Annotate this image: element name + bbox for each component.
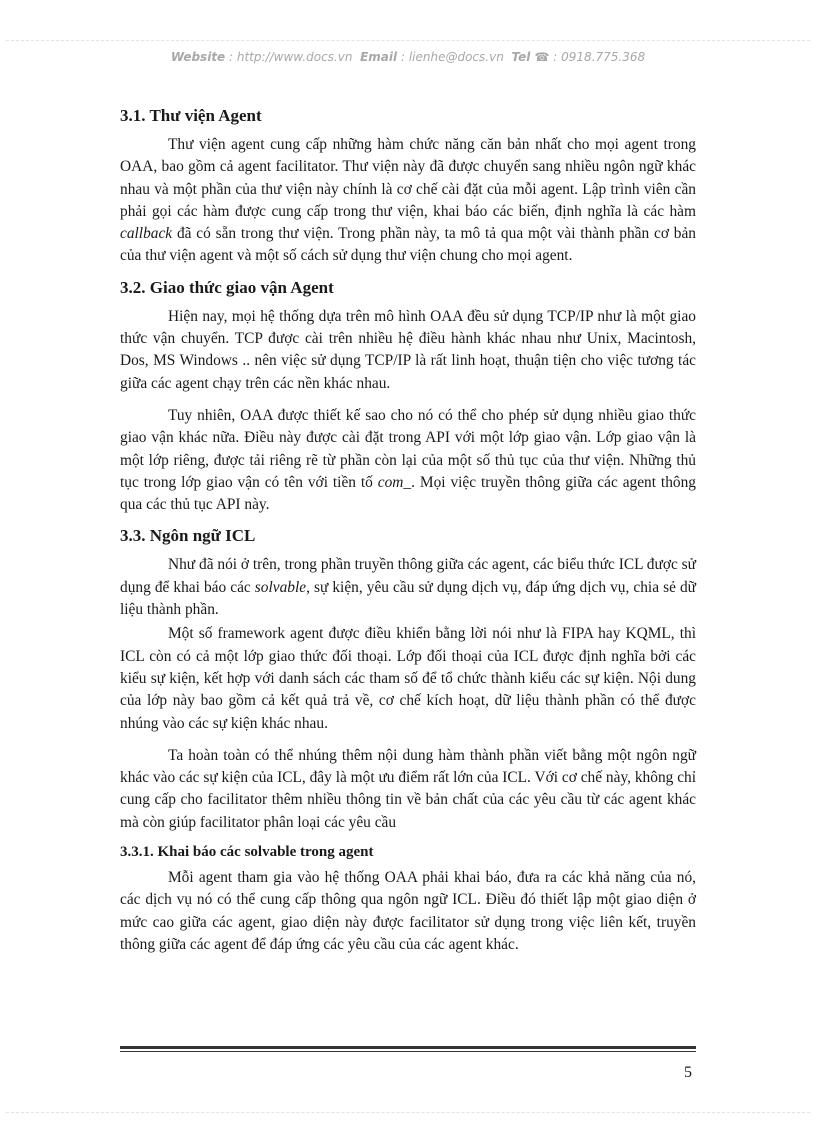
section-3-3-paragraph-1 bbox=[120, 554, 696, 621]
page-number: 5 bbox=[684, 1064, 692, 1081]
section-3-3-1-paragraph: Mỗi agent tham gia vào hệ thống OAA phải khai báo, đưa ra các khả năng của nó, các dịch vụ nó có thể cung cấp thông qua ngôn ngữ ICL. Điều đó thiết lập một giao diện ở mức cao giữa các agent, giao diện này được facilitator sử dụng trong việc liên kết, truyền thông giữa các agent để đáp ứng các yêu cầu của các agent khác. bbox=[120, 869, 696, 953]
text-run: Thư viện agent cung cấp những hàm chức năng căn bản nhất cho mọi agent trong OAA, bao gồm cả agent facilitator. Thư viện này đã được chuyển sang nhiều ngôn ngữ khác nhau và một phần của thư viện này chính là cơ chế cài đặt của mỗi agent. Lập trình viên cần phải gọi các hàm được cung cấp trong thư viện, khai báo các biến, định nghĩa là các hàm bbox=[120, 136, 696, 220]
italic-term: com_ bbox=[377, 473, 412, 491]
page-edge-top bbox=[6, 40, 810, 41]
document-body bbox=[120, 96, 696, 966]
footer-rule-thin bbox=[120, 1051, 696, 1052]
section-3-2-title: 3.2. Giao thức giao vận Agent bbox=[120, 277, 334, 297]
page-edge-bottom bbox=[6, 1112, 810, 1113]
section-3-3-paragraph-2: Một số framework agent được điều khiển bằng lời nói như là FIPA hay KQML, thì ICL còn có cả một lớp giao thức đối thoại. Lớp đối thoại của ICL được định nghĩa bởi các kiểu sự kiện, kết hợp với danh sách các tham số để tổ chức thành kiểu các sự kiện. Nội dung của lớp này bao gồm cả kết quả trả về, cơ chế kích hoạt, dữ liệu thành phần có thể được nhúng vào các sự kiện khác nhau. bbox=[120, 625, 696, 732]
section-3-1-paragraph bbox=[120, 134, 696, 268]
section-3-3-title: 3.3. Ngôn ngữ ICL bbox=[120, 526, 256, 546]
section-3-3-1-title: 3.3.1. Khai báo các solvable trong agent bbox=[120, 844, 374, 861]
section-3-1-title: 3.1. Thư viện Agent bbox=[120, 106, 262, 125]
section-3-2-paragraph-2 bbox=[120, 405, 696, 516]
section-3-3-paragraph-3: Ta hoàn toàn có thể nhúng thêm nội dung hàm thành phần viết bằng một ngôn ngữ khác vào các sự kiện của ICL, đây là một ưu điểm rất lớn của ICL. Với cơ chế này, không chỉ cung cấp cho facilitator thêm nhiều thông tin về bản chất của các yêu cầu từ các agent khác mà còn giúp facilitator phân loại các yêu cầu bbox=[120, 746, 696, 831]
text-run: . Mọi việc truyền thông giữa các agent thông qua các thủ tục API này. bbox=[120, 473, 696, 514]
text-run: Tuy nhiên, OAA được thiết kế sao cho nó có thể cho phép sử dụng nhiều giao thức giao vận khác nữa. Điều này được cài đặt trong API với một lớp giao vận. Lớp giao vận là một lớp riêng, được tải riêng rẽ từ phần còn lại của một số thủ tục của thư viện. Những thủ tục trong lớp giao vận có tên với tiền tố bbox=[120, 406, 696, 491]
website-label: Website bbox=[170, 50, 226, 64]
email-label: Email bbox=[360, 50, 398, 64]
text-run: đã có sẵn trong thư viện. Trong phần này, ta mô tả qua một vài thành phần cơ bản của thư viện agent và một số cách sử dụng thư viện chung cho mọi agent. bbox=[120, 225, 696, 265]
footer-rule-thick bbox=[120, 1046, 696, 1049]
email-value: : lienhe@docs.vn bbox=[400, 50, 504, 64]
text-run: , sự kiện, yêu cầu sử dụng dịch vụ, đáp ứng dịch vụ, chia sẻ dữ liệu thành phần. bbox=[120, 578, 696, 619]
page-header bbox=[0, 50, 816, 64]
text-run: Như đã nói ở trên, trong phần truyền thông giữa các agent, các biểu thức ICL được sử dụng để khai báo các bbox=[120, 556, 696, 596]
website-value: : http://www.docs.vn bbox=[229, 50, 353, 64]
italic-term: callback bbox=[120, 225, 173, 243]
section-3-2-paragraph-1: Hiện nay, mọi hệ thống dựa trên mô hình OAA đều sử dụng TCP/IP như là một giao thức vận chuyển. TCP được cài trên nhiều hệ điều hành khác nhau như Unix, Macintosh, Dos, MS Windows .. nên việc sử dụng TCP/IP là rất linh hoạt, thuận tiện cho việc tương tác giữa các agent chạy trên các nền khác nhau. bbox=[120, 307, 696, 392]
tel-label: Tel ☎ bbox=[511, 50, 550, 64]
tel-value: : 0918.775.368 bbox=[553, 50, 646, 64]
italic-term: solvable bbox=[254, 578, 307, 596]
